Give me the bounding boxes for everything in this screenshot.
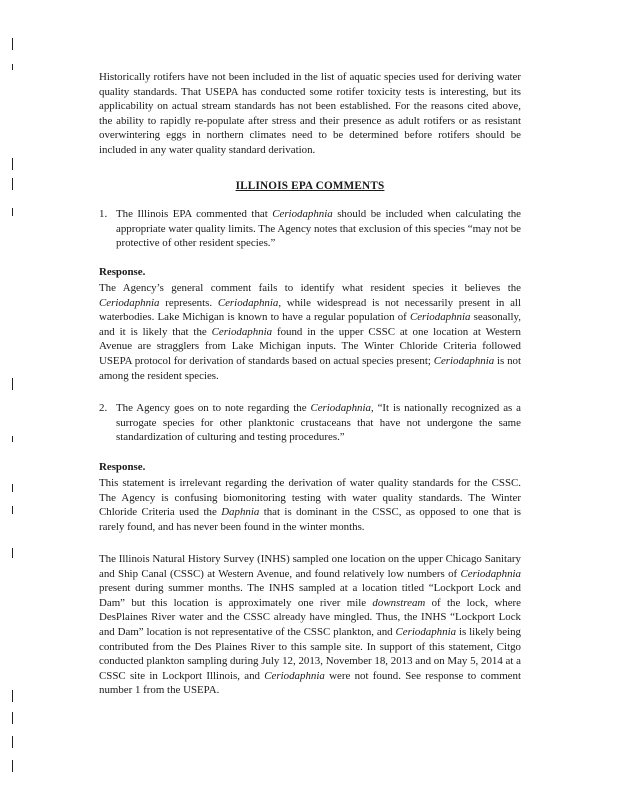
comment-2-number: 2.	[99, 402, 108, 414]
rotifer-paragraph-text: Historically rotifers have not been included in the list of aquatic species used for deriving water quality standards. That USEPA has conducted some rotifer toxicity tests is interesting, but its applicability on actual stream standards has not been established. For the reasons cited above, the ability to rapidly re-populate after stress and their presence as adult rotifers or as resistant overwintering eggs in northern climates need to be determined before rotifers should be included in any water quality standard derivation.	[99, 71, 521, 156]
response-1-t5: found in the upper CSSC at one location at Western Avenue are stragglers from Lake Michigan inputs. The Winter Chloride Criteria followed USEPA protocol for derivation of standards based on actual species present;	[99, 325, 521, 367]
comment-1-text-a: The Illinois EPA commented that	[116, 208, 273, 220]
response-1-i3: Ceriodaphnia	[409, 311, 471, 324]
comment-2-text-a: The Agency goes on to note regarding the	[116, 402, 311, 414]
response-1-i5: Ceriodaphnia	[433, 354, 495, 367]
scan-mark	[12, 736, 13, 748]
illinois-epa-heading	[99, 180, 521, 192]
scan-mark	[12, 158, 13, 170]
inhs-i2: downstream	[372, 596, 426, 609]
response-2-i1: Daphnia	[221, 506, 260, 519]
comment-2-text	[116, 401, 521, 445]
comment-2-term: Ceriodaphnia	[310, 402, 371, 414]
scan-mark	[12, 506, 13, 514]
response-1-t3: , while widespread is not necessarily present in all waterbodies. Lake Michigan is known to have a regular population of	[99, 296, 521, 324]
comment-1-text-b: should be included when calculating the appropriate water quality limits. The Agency notes that exclusion of this species “may not be protective of other resident species.”	[116, 208, 521, 250]
inhs-t2: present during summer months. The INHS sampled at a location titled “Lockport Lock and Dam” but this location is approximately one river mile	[99, 582, 521, 609]
comment-1-term: Ceriodaphnia	[272, 208, 333, 220]
scan-mark	[12, 436, 13, 442]
scan-mark	[12, 548, 13, 558]
inhs-i4: Ceriodaphnia	[264, 669, 325, 682]
rotifer-paragraph	[99, 70, 521, 158]
inhs-i1: Ceriodaphnia	[460, 567, 521, 580]
response-1-t4: seasonally, and it is likely that the	[99, 311, 521, 338]
comment-1-number: 1.	[99, 208, 108, 220]
comment-2-text-b: , “It is nationally recognized as a surrogate species for other planktonic crustaceans that have not undergone the same standardization of culturing and testing procedures.”	[116, 402, 521, 444]
scan-mark	[12, 760, 13, 772]
scan-mark	[12, 712, 13, 724]
response-2-t1: This statement is irrelevant regarding the derivation of water quality standards for the CSSC. The Agency is confusing biomonitoring testing with water quality standards. The Winter Chloride Criteria used the	[99, 477, 521, 519]
response-1-i4: Ceriodaphnia	[211, 325, 273, 338]
scan-mark	[12, 690, 13, 702]
response-1-label: Response.	[99, 266, 146, 278]
response-2-label: Response.	[99, 461, 146, 473]
scan-mark	[12, 484, 13, 492]
scan-mark	[12, 178, 13, 190]
scan-mark	[12, 208, 13, 216]
inhs-t5: were not found. See response to comment number 1 from the USEPA.	[99, 669, 521, 697]
inhs-t3: of the lock, where DesPlaines River water and the CSSC already have mingled. Thus, the INHS “Lockport Lock and Dam” location is not representative of the CSSC plankton, and	[99, 596, 521, 638]
response-2-t2: that is dominant in the CSSC, as opposed to one that is rarely found, and has never been found in the winter months.	[99, 506, 521, 533]
response-1-t6: is not among the resident species.	[99, 354, 521, 382]
inhs-t1: The Illinois Natural History Survey (INHS) sampled one location on the upper Chicago Sanitary and Ship Canal (CSSC) at Western Avenue, and found relatively low numbers of	[99, 553, 521, 580]
inhs-i3: Ceriodaphnia	[395, 625, 457, 638]
inhs-paragraph	[99, 552, 521, 698]
response-1-text	[99, 281, 521, 383]
comment-1-text	[116, 207, 521, 251]
response-1-i1: Ceriodaphnia	[99, 296, 160, 309]
scan-mark	[12, 38, 13, 50]
heading-text: ILLINOIS EPA COMMENTS	[235, 180, 385, 192]
response-2-text	[99, 476, 521, 534]
inhs-t4: is likely being contributed from the Des Plaines River to this sample site. In support of this statement, Citgo conducted plankton sampling during July 12, 2013, November 18, 2013 and on May 5, 2014 at a CSSC site in Lockport Illinois, and	[99, 625, 522, 682]
response-1-t2: represents.	[159, 296, 218, 309]
scan-mark	[12, 64, 13, 70]
response-1-i2: Ceriodaphnia	[217, 296, 279, 309]
response-1-t1: The Agency’s general comment fails to identify what resident species it believes the	[99, 282, 521, 294]
scan-mark	[12, 378, 13, 390]
